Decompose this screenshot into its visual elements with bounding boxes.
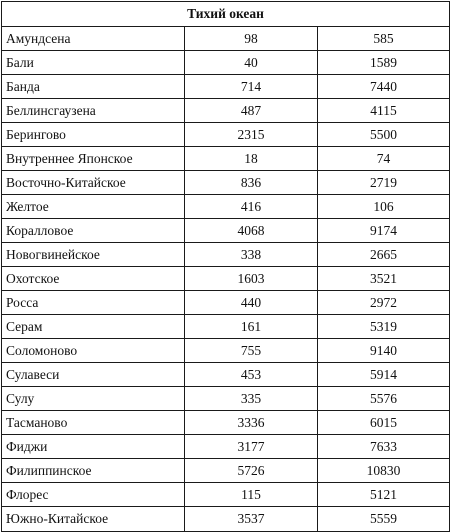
table-header-row — [2, 2, 450, 27]
value-cell-1: 755 — [185, 339, 318, 363]
table-row — [2, 315, 450, 339]
sea-name-cell: Берингово — [2, 123, 185, 147]
value-cell-1: 3177 — [185, 435, 318, 459]
table-row — [2, 27, 450, 51]
value-cell-1: 2315 — [185, 123, 318, 147]
value-cell-2: 4115 — [318, 99, 450, 123]
value-cell-2: 5319 — [318, 315, 450, 339]
value-cell-1: 836 — [185, 171, 318, 195]
sea-name-cell: Бали — [2, 51, 185, 75]
pacific-seas-table — [1, 1, 450, 532]
sea-name-cell: Коралловое — [2, 219, 185, 243]
value-cell-1: 115 — [185, 483, 318, 507]
table-row — [2, 435, 450, 459]
value-cell-2: 1589 — [318, 51, 450, 75]
value-cell-1: 338 — [185, 243, 318, 267]
sea-name-cell: Амундсена — [2, 27, 185, 51]
table-row — [2, 147, 450, 171]
sea-name-cell: Сулу — [2, 387, 185, 411]
table-row — [2, 51, 450, 75]
sea-name-cell: Новогвинейское — [2, 243, 185, 267]
table-row — [2, 339, 450, 363]
value-cell-2: 7440 — [318, 75, 450, 99]
value-cell-2: 10830 — [318, 459, 450, 483]
sea-name-cell: Желтое — [2, 195, 185, 219]
table-row — [2, 171, 450, 195]
value-cell-2: 5576 — [318, 387, 450, 411]
table-row — [2, 243, 450, 267]
value-cell-1: 40 — [185, 51, 318, 75]
table-title: Тихий океан — [2, 2, 450, 27]
value-cell-2: 7633 — [318, 435, 450, 459]
value-cell-1: 714 — [185, 75, 318, 99]
table-row — [2, 459, 450, 483]
table-body — [2, 27, 450, 532]
value-cell-2: 2665 — [318, 243, 450, 267]
table-row — [2, 387, 450, 411]
value-cell-2: 5914 — [318, 363, 450, 387]
value-cell-2: 5559 — [318, 507, 450, 532]
table-row — [2, 123, 450, 147]
value-cell-1: 453 — [185, 363, 318, 387]
table-row — [2, 411, 450, 435]
sea-name-cell: Флорес — [2, 483, 185, 507]
table-row — [2, 219, 450, 243]
value-cell-1: 1603 — [185, 267, 318, 291]
sea-name-cell: Беллинсгаузена — [2, 99, 185, 123]
sea-name-cell: Внутреннее Японское — [2, 147, 185, 171]
value-cell-2: 6015 — [318, 411, 450, 435]
value-cell-1: 161 — [185, 315, 318, 339]
sea-name-cell: Восточно-Китайское — [2, 171, 185, 195]
value-cell-1: 18 — [185, 147, 318, 171]
value-cell-1: 416 — [185, 195, 318, 219]
value-cell-2: 106 — [318, 195, 450, 219]
sea-name-cell: Тасманово — [2, 411, 185, 435]
sea-name-cell: Охотское — [2, 267, 185, 291]
table-row — [2, 291, 450, 315]
value-cell-1: 3336 — [185, 411, 318, 435]
table-row — [2, 363, 450, 387]
table-row — [2, 99, 450, 123]
value-cell-1: 4068 — [185, 219, 318, 243]
value-cell-2: 5500 — [318, 123, 450, 147]
value-cell-2: 9140 — [318, 339, 450, 363]
sea-name-cell: Банда — [2, 75, 185, 99]
value-cell-1: 487 — [185, 99, 318, 123]
value-cell-1: 5726 — [185, 459, 318, 483]
sea-name-cell: Серам — [2, 315, 185, 339]
sea-name-cell: Росса — [2, 291, 185, 315]
table-row — [2, 507, 450, 532]
table-row — [2, 75, 450, 99]
value-cell-2: 5121 — [318, 483, 450, 507]
sea-name-cell: Южно-Китайское — [2, 507, 185, 532]
sea-name-cell: Сулавеси — [2, 363, 185, 387]
sea-name-cell: Соломоново — [2, 339, 185, 363]
table-row — [2, 195, 450, 219]
sea-name-cell: Фиджи — [2, 435, 185, 459]
value-cell-2: 74 — [318, 147, 450, 171]
value-cell-2: 9174 — [318, 219, 450, 243]
value-cell-2: 2972 — [318, 291, 450, 315]
value-cell-1: 440 — [185, 291, 318, 315]
table-row — [2, 483, 450, 507]
table-row — [2, 267, 450, 291]
sea-name-cell: Филиппинское — [2, 459, 185, 483]
value-cell-1: 3537 — [185, 507, 318, 532]
value-cell-1: 98 — [185, 27, 318, 51]
value-cell-2: 3521 — [318, 267, 450, 291]
value-cell-1: 335 — [185, 387, 318, 411]
value-cell-2: 585 — [318, 27, 450, 51]
value-cell-2: 2719 — [318, 171, 450, 195]
